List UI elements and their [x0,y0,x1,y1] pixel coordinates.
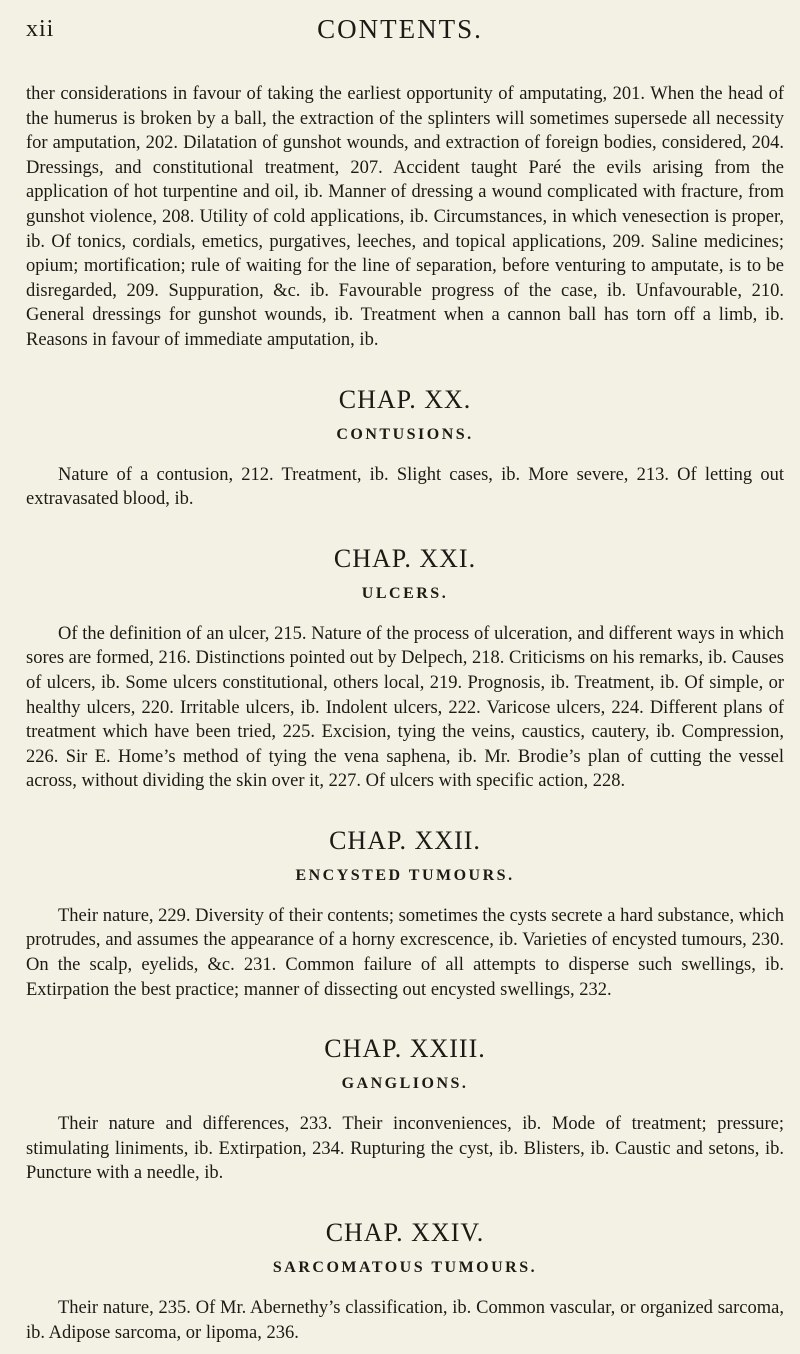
chapter-summary: Nature of a contusion, 212. Treatment, ib. Slight cases, ib. More severe, 213. Of letting out extravasated blood, ib. [26,464,784,510]
chapter-subject: ULCERS. [361,584,449,602]
continued-paragraph: ther considerations in favour of taking the earliest opportunity of amputating, 201. When the head of the humerus is broken by a ball, the extraction of the splinters will sometimes supersede all necessity for amputation, 202. Dilatation of gunshot wounds, and extraction of foreign bodies, considered, 204. Dressings, and constitutional treatment, 207. Accident taught Paré the evils arising from the application of hot turpentine and oil, ib. Manner of dressing a wound complicated with fracture, from gunshot violence, 208. Utility of cold applications, ib. Circumstances, in which venesection is proper, ib. Of tonics, cordials, emetics, purgatives, leeches, and topical applications, 209. Saline medicines; opium; mortification; rule of waiting for the line of separation, before venturing to amputate, is to be disregarded, 209. Suppuration, &c. ib. Favourable progress of the case, ib. Unfavourable, 210. General dressings for gunshot wounds, ib. Treatment when a cannon ball has torn off a limb, ib. Reasons in favour of immediate amputation, ib. [26,84,784,350]
chapter-subject: GANGLIONS. [341,1075,469,1093]
contents-body [26,82,784,1345]
chapter-section-xxiii [26,1034,784,1186]
chapter-section-xxi [26,544,784,794]
chapter-heading: CHAP. XX. [338,384,472,414]
chapter-summary: Their nature, 229. Diversity of their contents; sometimes the cysts secrete a hard substance, which protrudes, and assumes the appearance of a horny excrescence, ib. Varieties of encysted tumours, 230. On the scalp, eyelids, &c. 231. Common failure of all attempts to disperse such swellings, ib. Extirpation the best practice; manner of dissecting out encysted swellings, 232. [26,905,784,1000]
chapter-subject: ENCYSTED TUMOURS. [295,866,515,884]
chapter-section-xx [26,385,784,512]
chapter-summary: Their nature and differences, 233. Their inconveniences, ib. Mode of treatment; pressure; stimulating liniments, ib. Extirpation, 234. Rupturing the cyst, ib. Blisters, ib. Caustic and setons, ib. Puncture with a needle, ib. [26,1114,784,1184]
chapter-subject: CONTUSIONS. [336,425,474,443]
page-header [0,14,800,54]
chapter-summary: Their nature, 235. Of Mr. Abernethy’s classification, ib. Common vascular, or organized sarcoma, ib. Adipose sarcoma, or lipoma, 236. [26,1298,784,1343]
page-number: xii [26,16,55,42]
running-title: CONTENTS. [317,14,483,44]
chapter-section-xxii [26,826,784,1002]
chapter-heading: CHAP. XXII. [329,825,481,855]
chapter-section-xxiv [26,1218,784,1345]
chapter-summary: Of the definition of an ulcer, 215. Nature of the process of ulceration, and different ways in which sores are formed, 216. Distinctions pointed out by Delpech, 218. Criticisms on his remarks, ib. Causes of ulcers, ib. Some ulcers constitutional, others local, 219. Prognosis, ib. Treatment, ib. Of simple, or healthy ulcers, 220. Irritable ulcers, ib. Indolent ulcers, 222. Varicose ulcers, 224. Different plans of treatment which have been tried, 225. Excision, tying the veins, caustics, cautery, ib. Compression, 226. Sir E. Home’s method of tying the vena saphena, ib. Mr. Brodie’s plan of cutting the vessel across, without dividing the skin over it, 227. Of ulcers with specific action, 228. [26,623,784,792]
chapter-heading: CHAP. XXIV. [325,1218,485,1248]
chapter-heading: CHAP. XXIII. [324,1034,486,1064]
chapter-subject: SARCOMATOUS TUMOURS. [272,1259,538,1277]
chapter-heading: CHAP. XXI. [333,543,477,573]
